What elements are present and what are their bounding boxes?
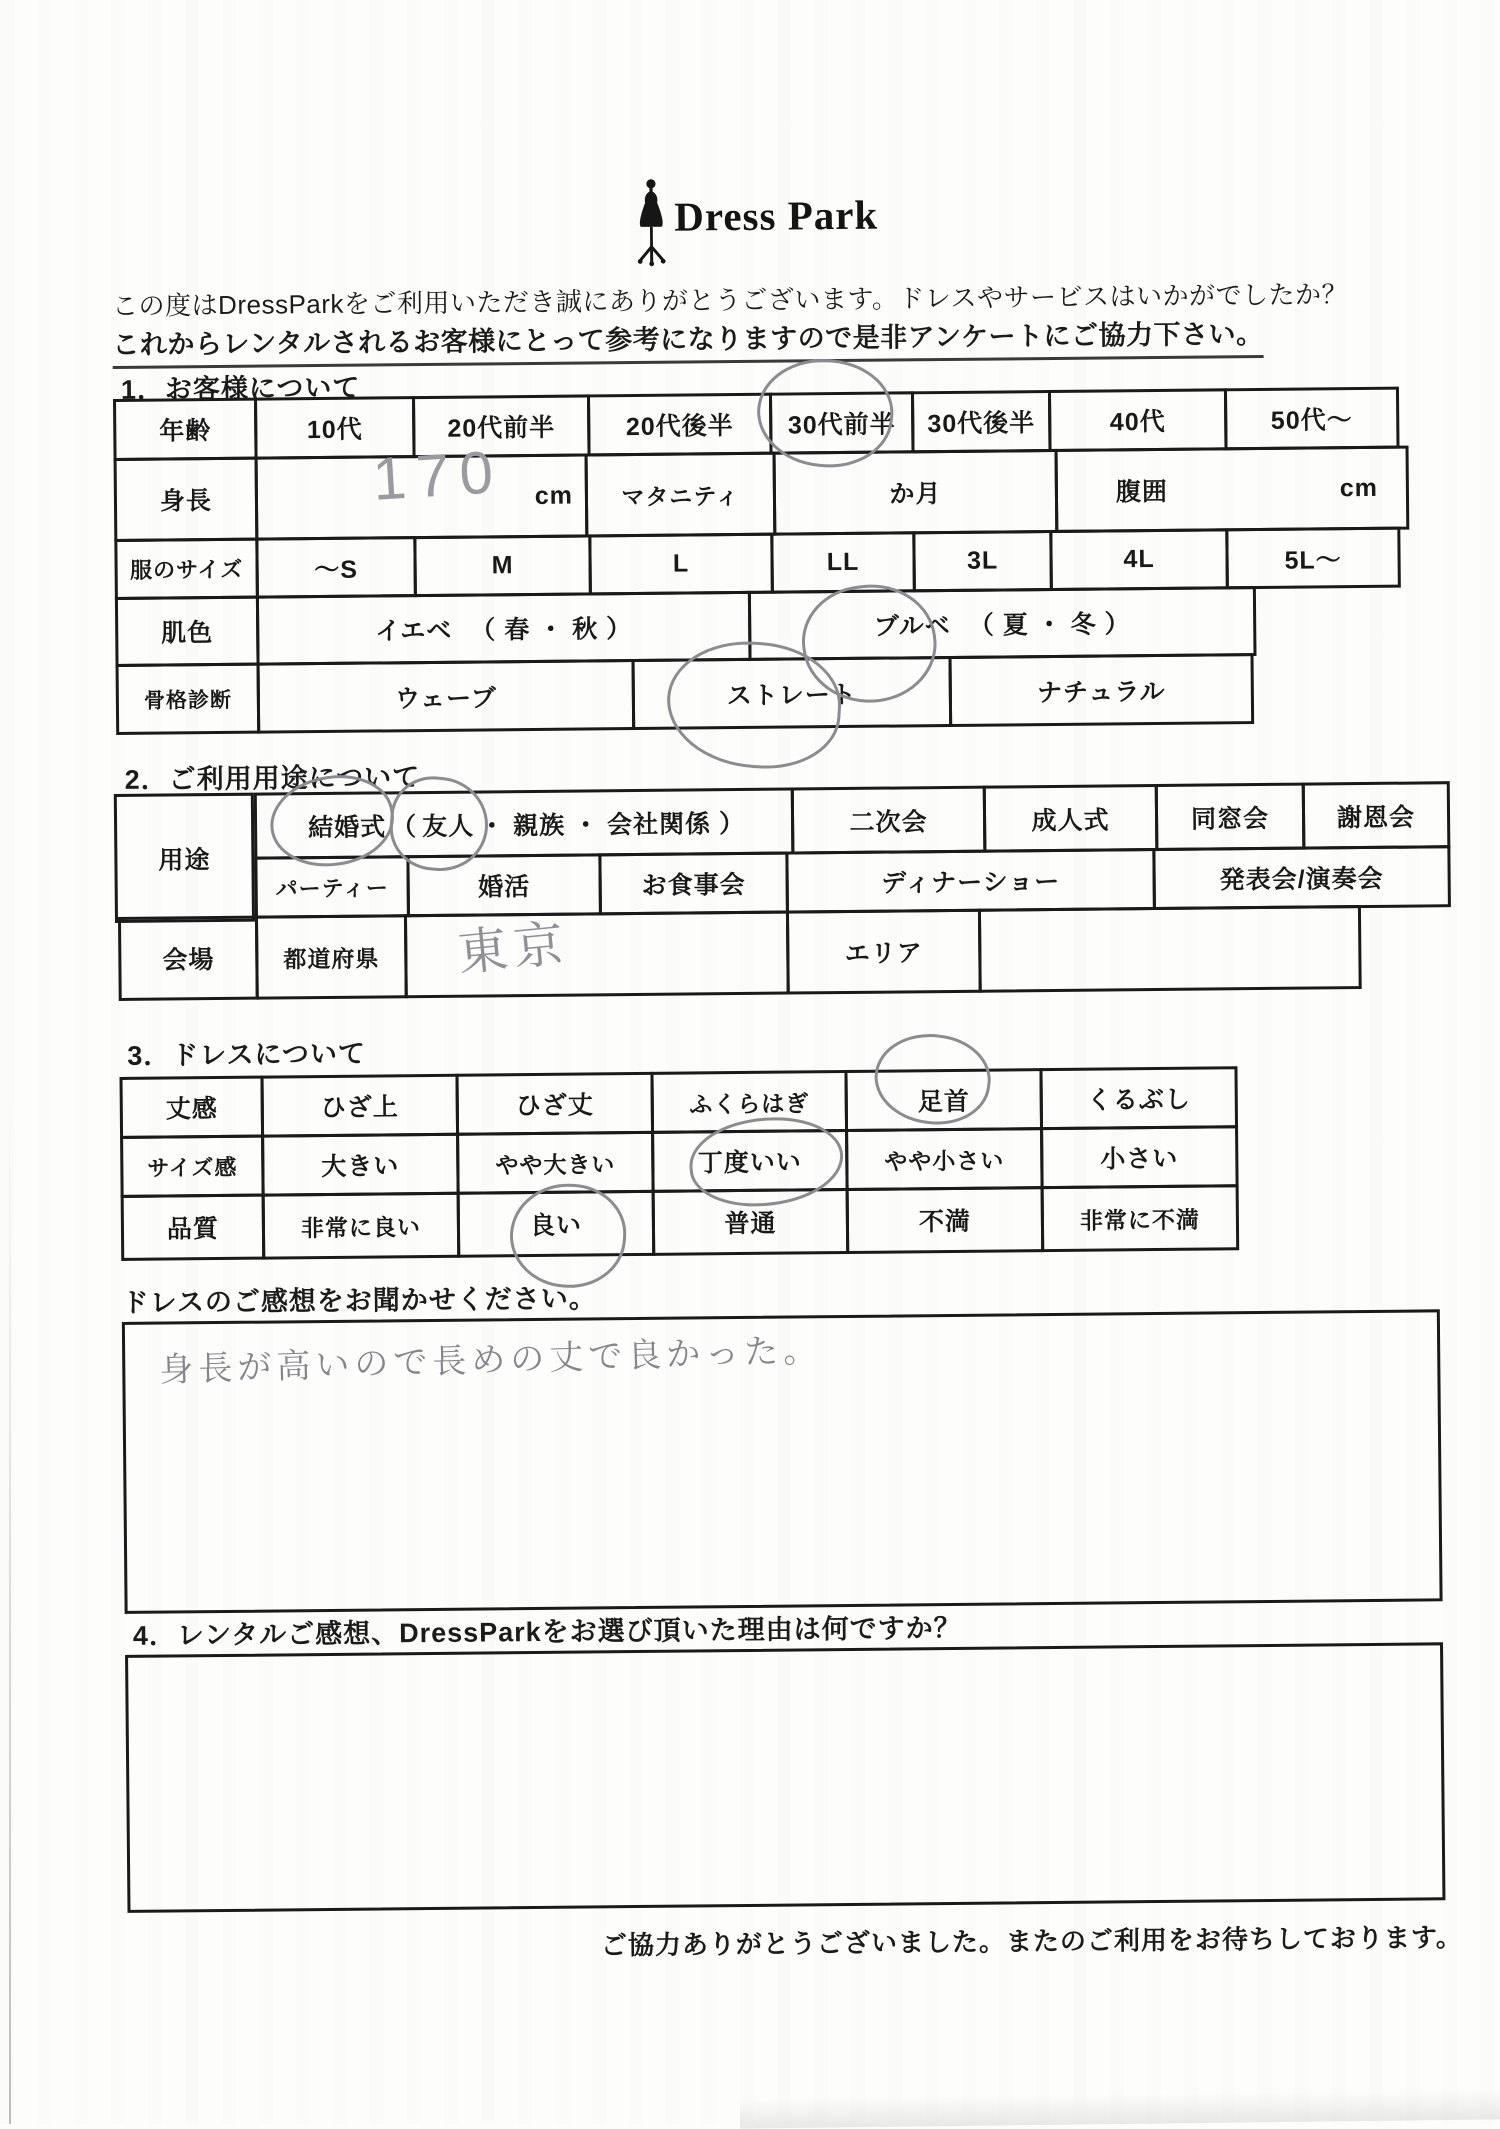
intro-request-text: これからレンタルされるお客様にとって参考になりますので是非アンケートにご協力下さい。 bbox=[112, 312, 1263, 369]
dress-quality-row bbox=[121, 1184, 1240, 1261]
handwritten-height-value: 170 bbox=[370, 437, 505, 513]
purpose-option-thanks-party[interactable]: 謝恩会 bbox=[1302, 781, 1451, 849]
size-option-5l[interactable]: 5L～ bbox=[1225, 527, 1401, 590]
age-option-early30s[interactable]: 30代前半 bbox=[769, 391, 915, 454]
fit-option-small[interactable]: 小さい bbox=[1040, 1125, 1239, 1189]
purpose-option-dinner-show[interactable]: ディナーショー bbox=[785, 848, 1156, 914]
size-option-ll[interactable]: LL bbox=[770, 531, 916, 593]
fit-option-just-right[interactable]: 丁度いい bbox=[651, 1129, 849, 1193]
venue-row bbox=[118, 905, 1362, 1001]
fit-option-slightly-big[interactable]: やや大きい bbox=[456, 1131, 655, 1195]
section2-title: 2．ご利用用途について bbox=[124, 762, 421, 795]
section4-title: 4．レンタルご感想、DressParkをお選び頂いた理由は何ですか？ bbox=[132, 1612, 962, 1651]
scan-edge-artifact bbox=[9, 1100, 11, 2124]
rental-feedback-box[interactable] bbox=[125, 1642, 1445, 1913]
dress-mannequin-icon bbox=[635, 179, 668, 267]
wedding-paren: （ bbox=[391, 812, 418, 841]
months-label: か月 bbox=[889, 480, 942, 509]
length-option-anklebone[interactable]: くるぶし bbox=[1039, 1066, 1238, 1130]
fit-option-big[interactable]: 大きい bbox=[261, 1133, 460, 1197]
size-option-3l[interactable]: 3L bbox=[912, 530, 1053, 592]
blue-base-text: ブルベ bbox=[873, 611, 951, 641]
quality-option-normal[interactable]: 普通 bbox=[652, 1188, 850, 1256]
intro-thanks-text: この度はDressParkをご利用いただき誠にありがとうございます。ドレスやサービスはいかがでしたか？ bbox=[111, 279, 1349, 322]
skin-tone-label: 肌色 bbox=[115, 596, 260, 667]
age-label: 年齢 bbox=[113, 398, 258, 461]
age-option-10s[interactable]: 10代 bbox=[254, 396, 416, 460]
skeleton-row bbox=[116, 653, 1255, 735]
quality-option-very-good[interactable]: 非常に良い bbox=[262, 1192, 461, 1260]
clothing-size-label: 服のサイズ bbox=[114, 538, 259, 600]
handwritten-prefecture-value: 東京 bbox=[455, 914, 573, 982]
purpose-option-konkatsu[interactable]: 婚活 bbox=[406, 853, 602, 917]
wedding-rest-text: ・ 親族 ・ 会社関係 ） bbox=[479, 809, 746, 841]
skin-option-yellow-base[interactable] bbox=[256, 591, 752, 666]
age-option-50s[interactable]: 50代～ bbox=[1224, 387, 1400, 451]
height-label: 身長 bbox=[114, 457, 259, 542]
skeleton-option-straight[interactable]: ストレート bbox=[632, 656, 953, 730]
skeleton-option-wave[interactable]: ウェーブ bbox=[257, 659, 636, 734]
venue-label: 会場 bbox=[118, 916, 259, 1001]
length-option-knee[interactable]: ひざ丈 bbox=[455, 1072, 654, 1136]
waist-cell[interactable] bbox=[1055, 446, 1410, 533]
length-option-ankle[interactable]: 足首 bbox=[844, 1068, 1043, 1132]
yellow-base-seasons: （ 春 ・ 秋 ） bbox=[470, 615, 633, 645]
length-option-calf[interactable]: ふくらはぎ bbox=[650, 1070, 848, 1134]
waist-unit: cm bbox=[1339, 473, 1379, 502]
section1-title: 1．お客様について bbox=[120, 372, 361, 405]
maternity-months-cell[interactable] bbox=[773, 449, 1059, 536]
quality-option-very-unsatisfied[interactable]: 非常に不満 bbox=[1041, 1184, 1240, 1252]
wedding-text: 結婚式 bbox=[308, 812, 387, 842]
purpose-option-party[interactable]: パーティー bbox=[254, 855, 410, 918]
size-option-s[interactable]: ～S bbox=[255, 536, 417, 599]
purpose-option-dinner[interactable]: お食事会 bbox=[598, 852, 789, 916]
maternity-label: マタニティ bbox=[585, 452, 777, 538]
age-option-late30s[interactable]: 30代後半 bbox=[911, 390, 1052, 453]
age-option-early20s[interactable]: 20代前半 bbox=[412, 394, 591, 458]
waist-label: 腹囲 bbox=[1115, 477, 1169, 507]
yellow-base-text: イエベ bbox=[375, 616, 453, 646]
quality-option-unsatisfied[interactable]: 不満 bbox=[846, 1186, 1045, 1254]
purpose-option-recital[interactable]: 発表会/演奏会 bbox=[1152, 845, 1451, 910]
area-input-cell[interactable] bbox=[978, 905, 1362, 993]
length-label: 丈感 bbox=[119, 1076, 264, 1139]
skeleton-label: 骨格診断 bbox=[116, 663, 261, 735]
age-option-40s[interactable]: 40代 bbox=[1048, 388, 1228, 452]
size-option-m[interactable]: M bbox=[413, 534, 592, 597]
prefecture-label: 都道府県 bbox=[255, 914, 408, 999]
height-unit: cm bbox=[534, 481, 574, 510]
purpose-option-wedding[interactable] bbox=[254, 787, 795, 859]
area-label: エリア bbox=[786, 909, 982, 995]
purpose-label: 用途 bbox=[114, 793, 255, 923]
skin-option-blue-base[interactable] bbox=[748, 586, 1257, 661]
wedding-friend-text: 友人 bbox=[422, 812, 475, 841]
fit-option-slightly-small[interactable]: やや小さい bbox=[845, 1127, 1044, 1191]
footer-thanks-message: ご協力ありがとうございました。またのご利用をお待ちしております。 bbox=[600, 1922, 1463, 1961]
fit-label: サイズ感 bbox=[120, 1135, 265, 1198]
handwritten-dress-feedback: 身長が高いので長めの丈で良かった。 bbox=[158, 1331, 823, 1390]
age-option-late20s[interactable]: 20代後半 bbox=[587, 393, 773, 457]
skeleton-option-natural[interactable]: ナチュラル bbox=[948, 653, 1254, 727]
purpose-option-coming-of-age[interactable]: 成人式 bbox=[983, 784, 1159, 853]
size-option-l[interactable]: L bbox=[588, 533, 774, 596]
section3-title: 3．ドレスについて bbox=[127, 1038, 367, 1071]
purpose-option-afterparty[interactable]: 二次会 bbox=[791, 786, 987, 855]
dress-feedback-prompt: ドレスのご感想をお聞かせください。 bbox=[121, 1283, 597, 1318]
brand-logo-text: Dress Park bbox=[674, 191, 879, 240]
quality-label: 品質 bbox=[121, 1194, 266, 1261]
blue-base-seasons: （ 夏 ・ 冬 ） bbox=[968, 610, 1131, 640]
quality-option-good[interactable]: 良い bbox=[457, 1190, 656, 1258]
purpose-option-reunion[interactable]: 同窓会 bbox=[1155, 783, 1306, 851]
size-option-4l[interactable]: 4L bbox=[1049, 528, 1229, 591]
length-option-above-knee[interactable]: ひざ上 bbox=[260, 1074, 459, 1138]
